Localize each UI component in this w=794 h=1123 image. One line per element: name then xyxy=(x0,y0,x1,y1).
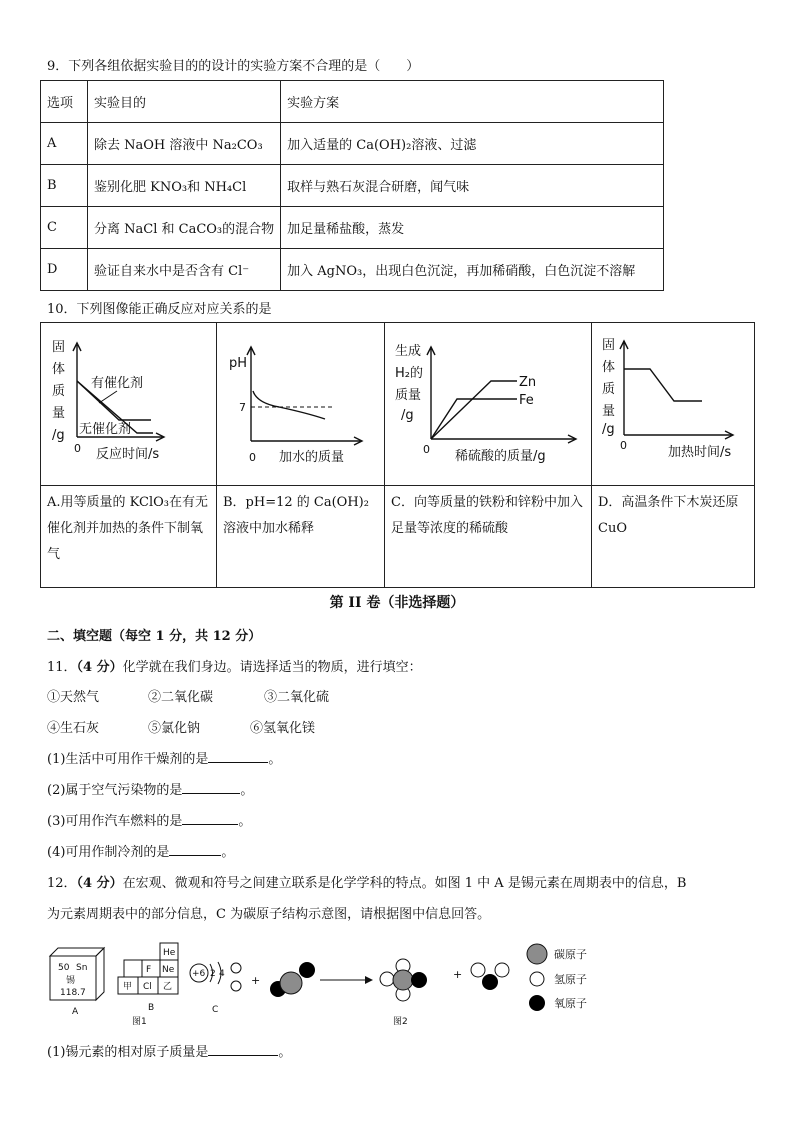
q12-stem-line2: 为元素周期表中的部分信息，C 为碳原子结构示意图，请根据图中信息回答。 xyxy=(47,907,491,922)
table-header: 实验方案 xyxy=(281,81,664,123)
legend-hydrogen: 氢原子 xyxy=(554,973,587,986)
q12-text: 在宏观、微观和符号之间建立联系是化学学科的特点。如图 1 中 A 是锡元素在周期表中的信息，B xyxy=(122,876,687,891)
table-cell: 分离 NaCl 和 CaCO₃的混合物 xyxy=(88,207,281,249)
nucleus-charge: +6 xyxy=(192,969,206,979)
graph-c-xlabel: 稀硫酸的质量/g xyxy=(455,449,546,464)
item-text: (2)属于空气污染物的是 xyxy=(47,783,183,798)
period: 。 xyxy=(268,752,282,767)
figure-caption: 图1 xyxy=(132,1017,147,1027)
hydrogen-atom-icon xyxy=(530,972,544,986)
item-text: (4)可用作制冷剂的是 xyxy=(47,845,170,860)
graph-b-xlabel: 加水的质量 xyxy=(279,450,345,465)
element-name: 锡 xyxy=(66,976,76,986)
element-he: He xyxy=(163,948,176,958)
figure-1-2 xyxy=(40,938,620,1030)
plus-sign: + xyxy=(251,974,261,987)
graph-a-ylabel: 固 xyxy=(52,340,66,355)
water-molecule xyxy=(471,963,509,990)
origin-label: 0 xyxy=(620,439,627,452)
q11-item xyxy=(47,748,281,767)
table-row xyxy=(41,249,664,291)
graph-d-ylabel: 体 xyxy=(602,360,616,375)
legend-carbon: 碳原子 xyxy=(554,948,587,961)
origin-label: 0 xyxy=(74,442,81,455)
answer-blank[interactable] xyxy=(208,750,268,763)
choice-item: ⑥氢氧化镁 xyxy=(250,721,316,736)
period: 。 xyxy=(221,845,235,860)
legend-oxygen: 氧原子 xyxy=(554,997,587,1010)
graph-d-ylabel: /g xyxy=(602,422,615,437)
atomic-number: 50 xyxy=(58,963,70,973)
answer-blank[interactable] xyxy=(208,1043,278,1056)
plus-sign: + xyxy=(453,968,463,981)
label-fe: Fe xyxy=(519,393,534,408)
section-title: 二、填空题（每空 1 分，共 12 分） xyxy=(47,629,262,644)
carbon-atom-diagram xyxy=(190,962,241,991)
graph-b-cell xyxy=(217,323,385,486)
q9-stem: 9．下列各组依据实验目的的设计的实验方案不合理的是（ ） xyxy=(47,59,420,74)
element-jia: 甲 xyxy=(123,982,133,992)
tin-element-box xyxy=(50,948,104,1000)
q12-stem-line1 xyxy=(47,872,686,891)
table-cell: 除去 NaOH 溶液中 Na₂CO₃ xyxy=(88,123,281,165)
graph-a-ylabel: 质 xyxy=(52,384,66,399)
table-cell: C xyxy=(41,207,88,249)
period: 。 xyxy=(240,783,254,798)
choice-item: ④生石灰 xyxy=(47,721,100,736)
graph-a xyxy=(41,323,216,481)
graph-d-ylabel: 量 xyxy=(602,404,616,419)
legend xyxy=(527,944,587,1011)
graph-d-ylabel: 质 xyxy=(602,382,616,397)
graph-c-ylabel: /g xyxy=(401,408,414,423)
option-a: A.用等质量的 KClO₃在有无催化剂并加热的条件下制氧气 xyxy=(41,486,217,588)
ph-curve xyxy=(253,391,325,419)
q9-table xyxy=(40,80,664,291)
table-header: 选项 xyxy=(41,81,88,123)
element-f: F xyxy=(146,965,152,975)
table-cell: 验证自来水中是否含有 Cl⁻ xyxy=(88,249,281,291)
graph-a-ylabel: 量 xyxy=(52,406,66,421)
oxygen-atom-icon xyxy=(529,995,545,1011)
graph-a-ylabel: /g xyxy=(52,428,65,443)
answer-blank[interactable] xyxy=(182,781,240,794)
q10-stem: 10．下列图像能正确反应对应关系的是 xyxy=(47,302,272,317)
q12-number: 12． xyxy=(47,876,77,891)
q11-item xyxy=(47,841,234,860)
choice-item: ③二氧化硫 xyxy=(264,690,330,705)
graph-a-ylabel: 体 xyxy=(52,362,66,377)
table-cell: 取样与熟石灰混合研磨，闻气味 xyxy=(281,165,664,207)
table-header: 实验目的 xyxy=(88,81,281,123)
line-fe xyxy=(431,399,517,439)
shell-electrons-1: 2 xyxy=(210,969,216,979)
q12-score: （4 分） xyxy=(76,876,123,891)
option-b: B．pH=12 的 Ca(OH)₂溶液中加水稀释 xyxy=(217,486,385,588)
label-no-catalyst: 无催化剂 xyxy=(79,422,132,437)
figure-label: A xyxy=(72,1007,79,1017)
graph-d xyxy=(592,323,754,481)
q11-stem xyxy=(47,656,422,675)
ph7-tick: 7 xyxy=(239,401,246,414)
graph-d-ylabel: 固 xyxy=(602,338,616,353)
element-cl: Cl xyxy=(143,982,152,992)
line-zn xyxy=(431,381,517,439)
element-yi: 乙 xyxy=(163,982,173,992)
arrow-head xyxy=(365,976,373,984)
table-cell: 加入适量的 Ca(OH)₂溶液、过滤 xyxy=(281,123,664,165)
periodic-table-fragment xyxy=(118,943,178,994)
element-ne: Ne xyxy=(162,965,175,975)
choice-item: ①天然气 xyxy=(47,690,100,705)
table-cell: A xyxy=(41,123,88,165)
option-c: C．向等质量的铁粉和锌粉中加入足量等浓度的稀硫酸 xyxy=(385,486,592,588)
q12-item xyxy=(47,1041,291,1060)
table-cell: 鉴别化肥 KNO₃和 NH₄Cl xyxy=(88,165,281,207)
part2-title: 第 II 卷（非选择题） xyxy=(329,595,465,611)
leader-line xyxy=(99,391,117,403)
table-row xyxy=(41,123,664,165)
graph-c-ylabel: H₂的 xyxy=(395,366,423,381)
origin-label: 0 xyxy=(249,451,256,464)
graph-c xyxy=(385,323,591,481)
q11-score: （4 分） xyxy=(76,660,123,675)
graph-c-cell xyxy=(385,323,592,486)
table-cell: 加入 AgNO₃，出现白色沉淀，再加稀硝酸，白色沉淀不溶解 xyxy=(281,249,664,291)
figure-label: C xyxy=(212,1005,219,1015)
atomic-mass: 118.7 xyxy=(60,988,86,998)
table-row xyxy=(41,165,664,207)
graph-c-ylabel: 生成 xyxy=(395,344,422,359)
q10-table xyxy=(40,322,755,588)
graph-d-xlabel: 加热时间/s xyxy=(668,445,732,460)
answer-blank[interactable] xyxy=(169,843,221,856)
item-text: (1)生活中可用作干燥剂的是 xyxy=(47,752,209,767)
table-cell: 加足量稀盐酸，蒸发 xyxy=(281,207,664,249)
choice-item: ②二氧化碳 xyxy=(148,690,214,705)
product-molecule xyxy=(380,959,427,1001)
q11-text: 化学就在我们身边。请选择适当的物质，进行填空： xyxy=(122,660,422,675)
period: 。 xyxy=(278,1045,292,1060)
co2-molecule xyxy=(270,962,315,997)
option-d: D．高温条件下木炭还原 CuO xyxy=(592,486,755,588)
table-cell: B xyxy=(41,165,88,207)
q11-number: 11． xyxy=(47,660,77,675)
item-text: (1)锡元素的相对原子质量是 xyxy=(47,1045,209,1060)
carbon-atom-icon xyxy=(527,944,547,964)
table-cell: D xyxy=(41,249,88,291)
element-symbol: Sn xyxy=(76,963,88,973)
graph-b xyxy=(217,323,384,481)
graph-a-xlabel: 反应时间/s xyxy=(96,447,160,462)
label-zn: Zn xyxy=(519,375,537,390)
choice-item: ⑤氯化钠 xyxy=(148,721,201,736)
item-text: (3)可用作汽车燃料的是 xyxy=(47,814,183,829)
graph-c-ylabel: 质量 xyxy=(395,388,422,403)
graph-a-cell xyxy=(41,323,217,486)
graph-b-ylabel: pH xyxy=(229,356,248,371)
shell-electrons-2: 4 xyxy=(219,969,225,979)
line-solid-mass xyxy=(624,369,702,401)
q11-item xyxy=(47,810,251,829)
q11-item xyxy=(47,779,253,798)
answer-blank[interactable] xyxy=(182,812,238,825)
figure-label: B xyxy=(148,1003,155,1013)
label-with-catalyst: 有催化剂 xyxy=(91,376,144,391)
figure-caption: 图2 xyxy=(393,1017,408,1027)
origin-label: 0 xyxy=(423,443,430,456)
graph-d-cell xyxy=(592,323,755,486)
table-row xyxy=(41,207,664,249)
period: 。 xyxy=(238,814,252,829)
